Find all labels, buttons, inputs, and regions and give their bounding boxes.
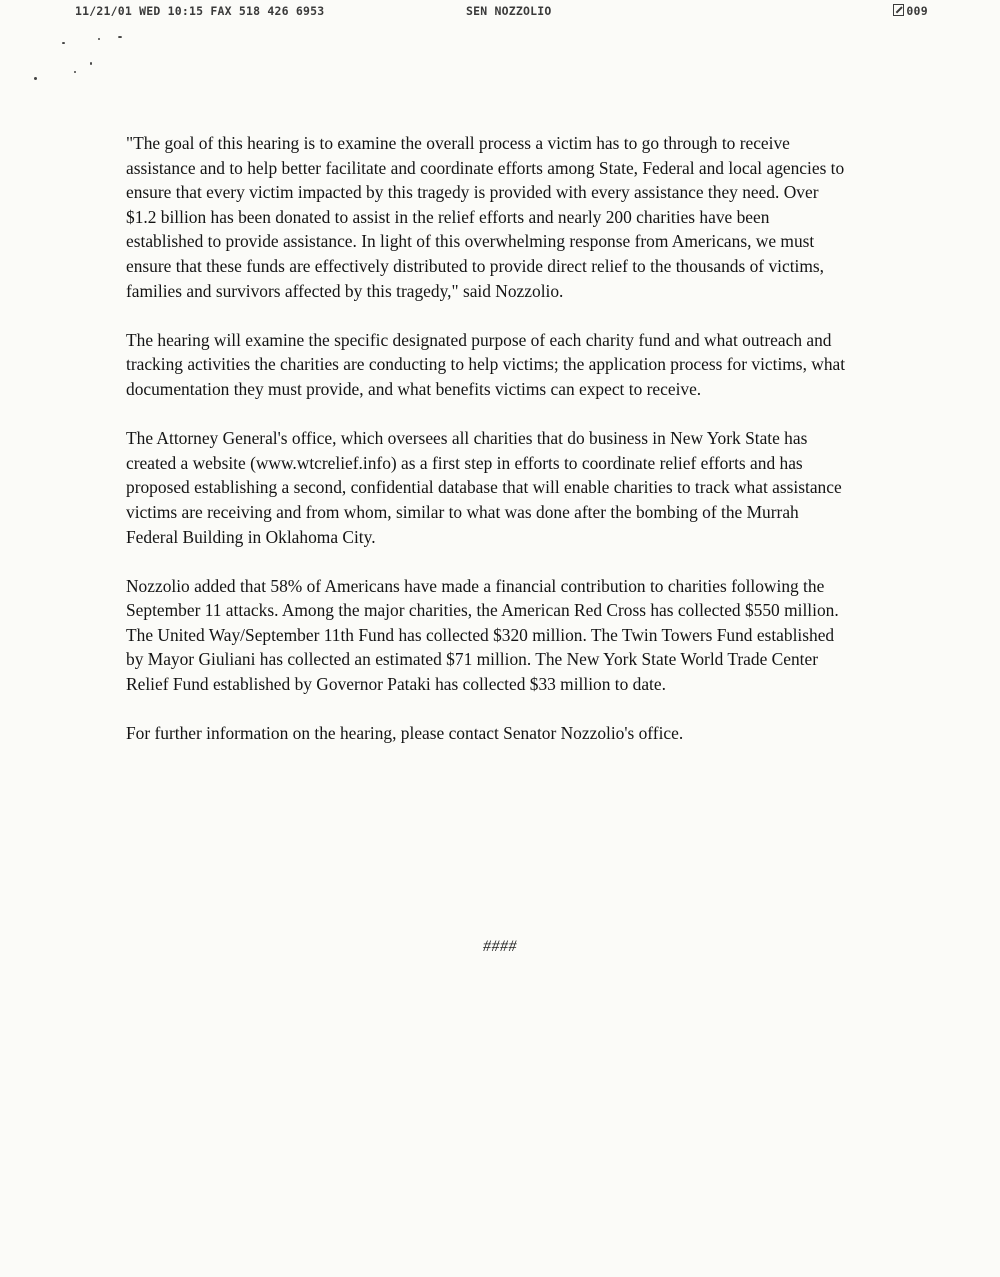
paragraph-hearing-scope: The hearing will examine the specific designated purpose of each charity fund and what outreach and tracking activities the charities are conducting to help victims; the application process for victims, what documentation they must provide, and what benefits victims can expect to receive. [126,329,846,399]
paragraph-attorney-general: The Attorney General's office, which oversees all charities that do business in New York State has created a website (www.wtcrelief.info) as a first step in efforts to coordinate relief efforts and has proposed establishing a second, confidential database that will enable charities to track what assistance victims are receiving and from whom, similar to what was done after the bombing of the Murrah Federal Building in Oklahoma City. [126,428,842,547]
paragraph-charity-totals: Nozzolio added that 58% of Americans have made a financial contribution to charities following the September 11 attacks. Among the major charities, the American Red Cross has collected $550 million. The United Way/September 11th Fund has collected $320 million. The Twin Towers Fund established by Mayor Giuliani has collected an estimated $71 million. The New York State World Trade Center Relief Fund established by Governor Pataki has collected $33 million to date. [126,575,839,695]
fax-page-icon [893,4,904,16]
paragraph-quote: "The goal of this hearing is to examine the overall process a victim has to go through to receive assistance and to help better facilitate and coordinate efforts among State, Federal and local agencies to ensure that every victim impacted by this tragedy is provided with every assistance they need. Over $1.2 billion has been donated to assist in the relief efforts and nearly 200 charities have been established to provide assistance. In light of this overwhelming response from Americans, we must ensure that these funds are effectively distributed to provide direct relief to the thousands of victims, families and survivors affected by this tragedy," said Nozzolio. [126,133,845,301]
scan-speck [118,36,122,38]
scan-speck [34,77,37,80]
scan-speck [62,42,65,44]
end-mark: #### [483,938,517,955]
fax-transmission-info: 11/21/01 WED 10:15 FAX 518 426 6953 [75,4,325,18]
fax-page-number-text: 009 [906,4,928,18]
fax-page-number [893,4,928,18]
fax-sender-name: SEN NOZZOLIO [466,4,552,18]
press-release-body [126,131,846,770]
scan-speck [98,38,100,40]
scan-speck [90,62,92,65]
fax-header [0,4,1000,24]
scan-speck [74,71,76,73]
paragraph-contact: For further information on the hearing, please contact Senator Nozzolio's office. [126,723,684,744]
